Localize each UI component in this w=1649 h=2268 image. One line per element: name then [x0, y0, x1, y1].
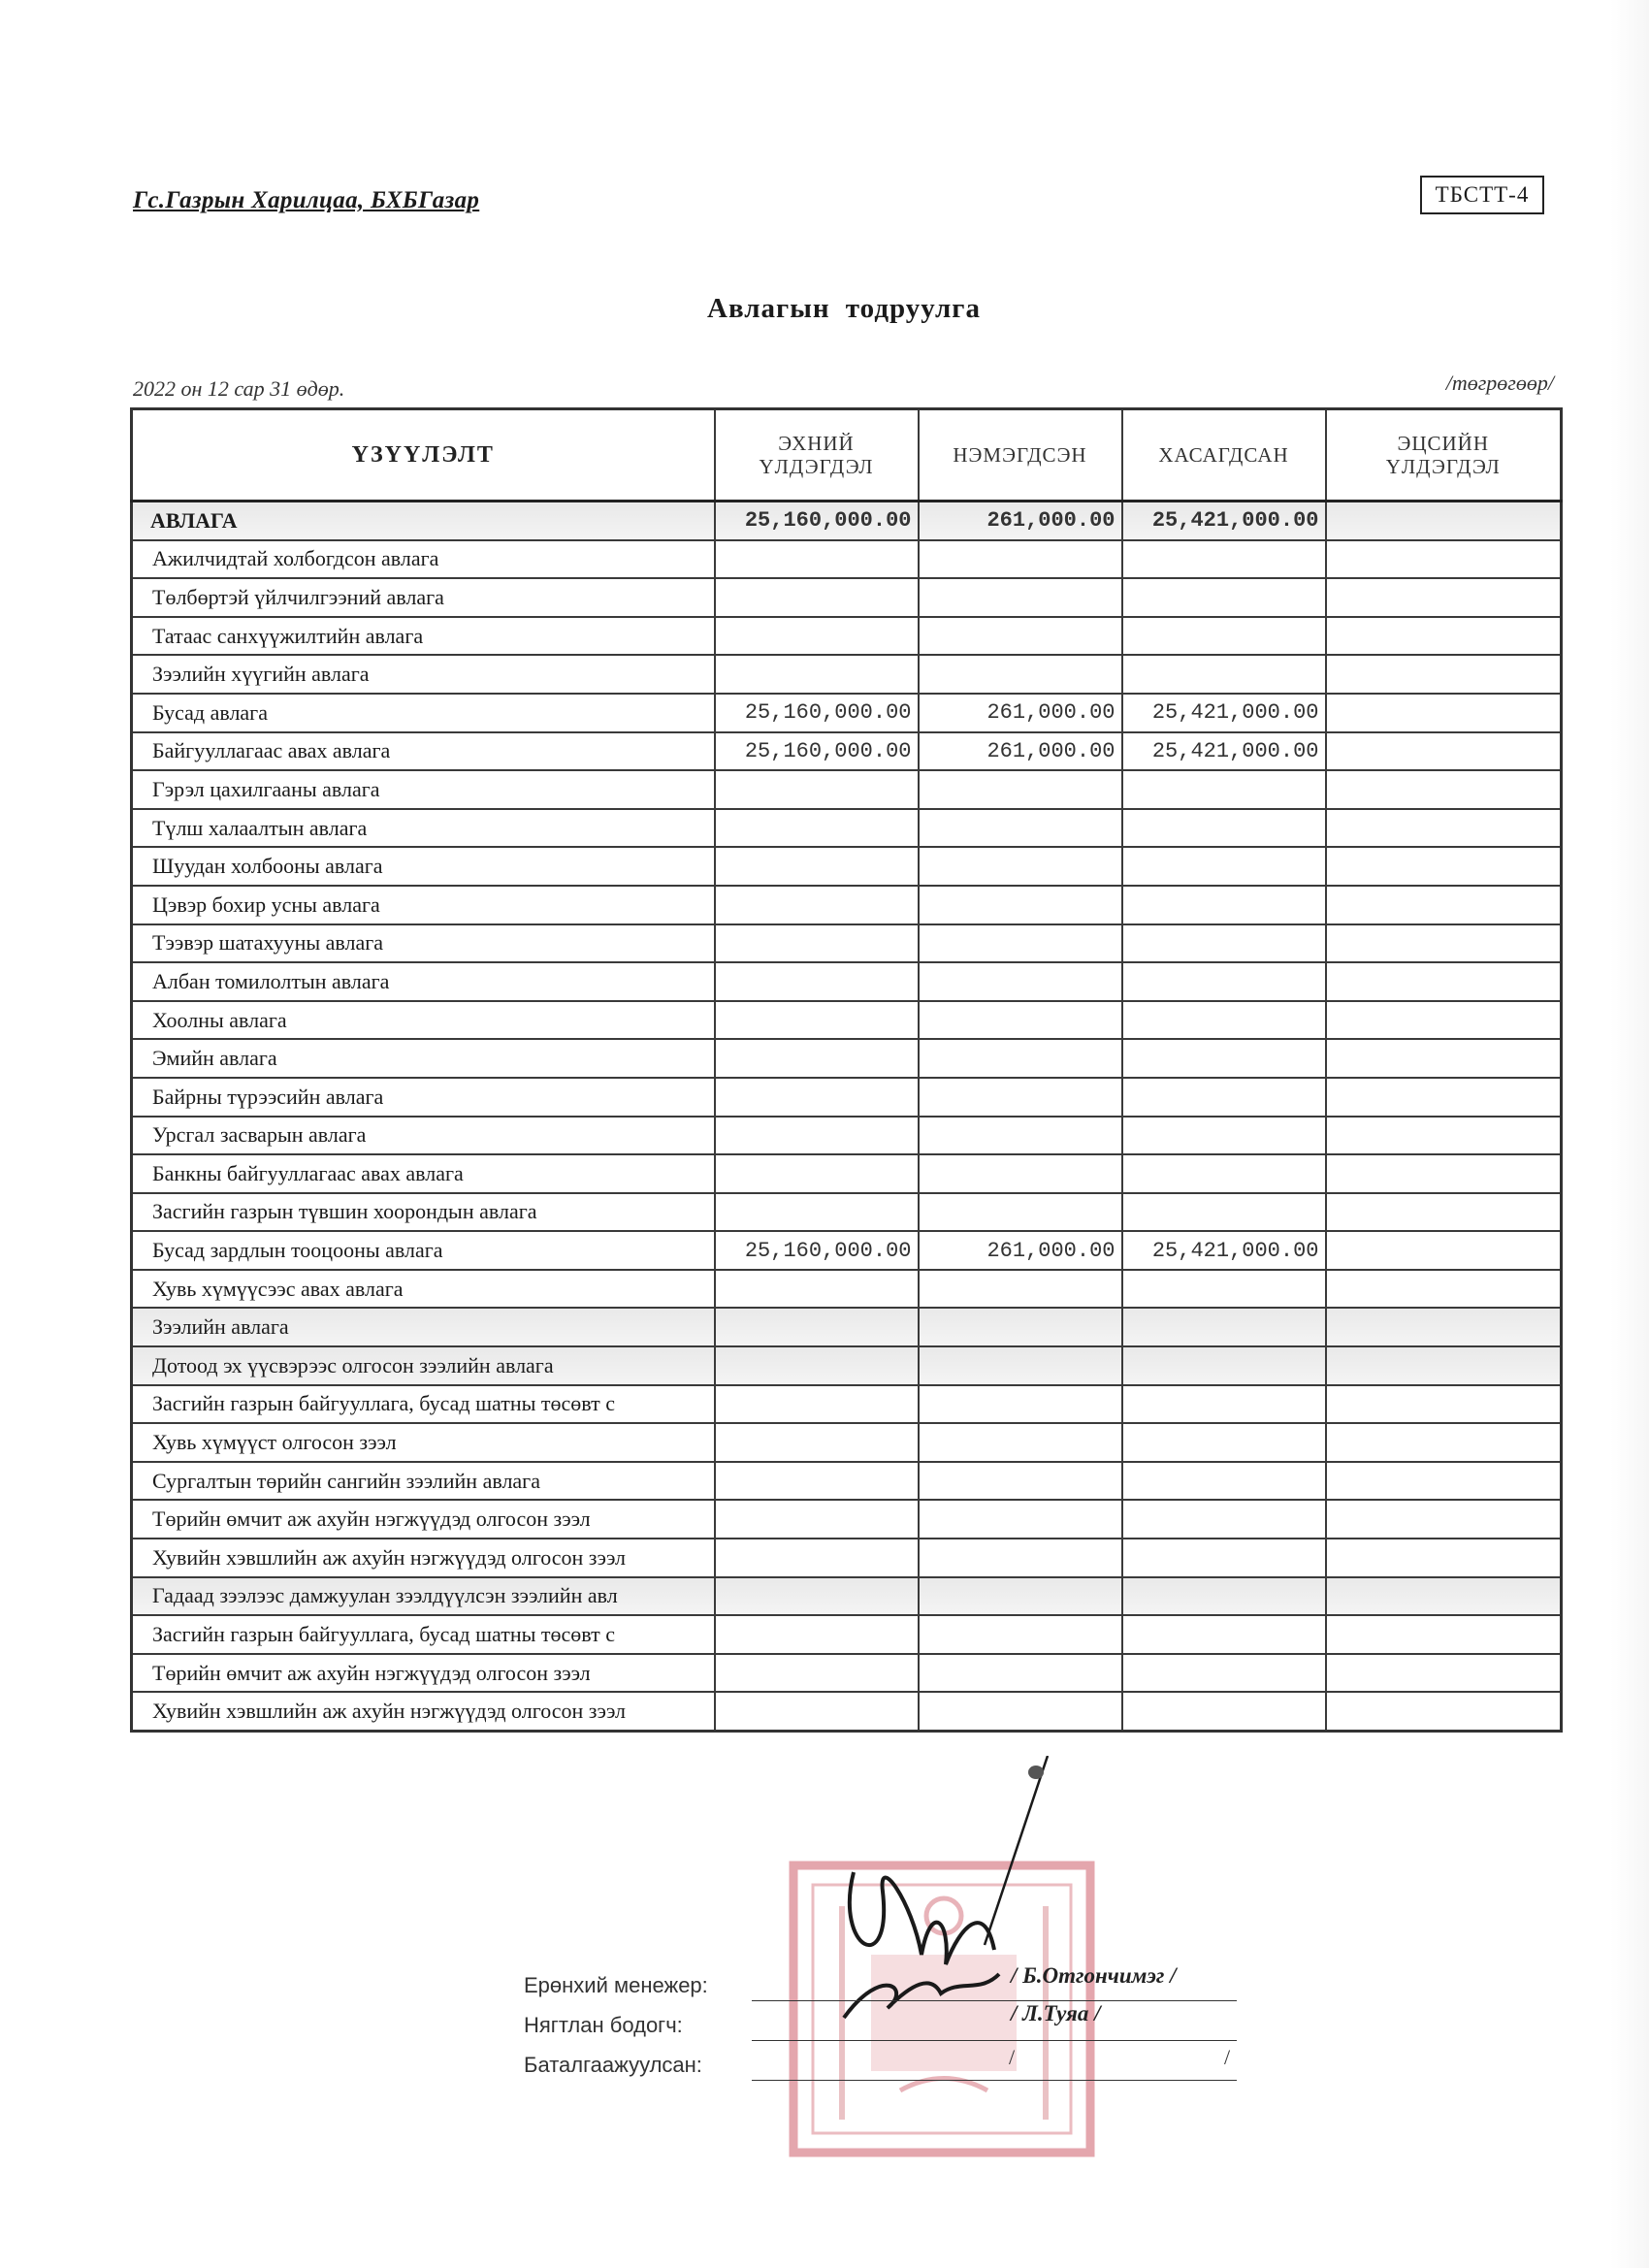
row-label: Урсгал засварын авлага: [132, 1117, 715, 1155]
row-label: Хувийн хэвшлийн аж ахуйн нэгжүүдэд олгосон зээл: [132, 1692, 715, 1731]
row-label: Түлш халаалтын авлага: [132, 809, 715, 848]
signature-role-manager: Ерөнхий менежер:: [524, 1973, 708, 1997]
cell-closing: [1326, 1154, 1562, 1193]
table-row: [132, 502, 1562, 540]
cell-closing: [1326, 655, 1562, 694]
cell-opening: [715, 578, 919, 617]
row-label: Хувийн хэвшлийн аж ахуйн нэгжүүдэд олгосон зээл: [132, 1539, 715, 1577]
cell-closing: [1326, 809, 1562, 848]
cell-closing: [1326, 1692, 1562, 1731]
cell-closing: [1326, 886, 1562, 924]
cell-deducted: [1122, 1039, 1326, 1078]
cell-deducted: [1122, 1577, 1326, 1616]
row-label: Хувь хүмүүст олгосон зээл: [132, 1423, 715, 1462]
cell-deducted: [1122, 1001, 1326, 1040]
cell-added: [919, 1577, 1122, 1616]
cell-opening: [715, 655, 919, 694]
row-label: Төрийн өмчит аж ахуйн нэгжүүдэд олгосон зээл: [132, 1500, 715, 1539]
row-label: Төрийн өмчит аж ахуйн нэгжүүдэд олгосон зээл: [132, 1654, 715, 1693]
cell-added: [919, 1308, 1122, 1346]
signature-slash-right: /: [1224, 2045, 1231, 2069]
column-header-indicator: ҮЗҮҮЛЭЛТ: [132, 409, 715, 502]
cell-opening: [715, 962, 919, 1001]
cell-added: [919, 1423, 1122, 1462]
cell-added: [919, 809, 1122, 848]
cell-closing: [1326, 1654, 1562, 1693]
cell-deducted: [1122, 1154, 1326, 1193]
signature-line-certified: [752, 2080, 1237, 2081]
cell-added: [919, 1462, 1122, 1501]
cell-added: [919, 1078, 1122, 1117]
cell-opening: [715, 924, 919, 963]
cell-deducted: [1122, 809, 1326, 848]
cell-deducted: 25,421,000.00: [1122, 1231, 1326, 1270]
cell-added: 261,000.00: [919, 732, 1122, 771]
cell-opening: 25,160,000.00: [715, 1231, 919, 1270]
cell-deducted: [1122, 1423, 1326, 1462]
cell-deducted: [1122, 886, 1326, 924]
cell-deducted: [1122, 655, 1326, 694]
table-row: [132, 1270, 1562, 1309]
cell-added: [919, 1692, 1122, 1731]
table-row: [132, 1039, 1562, 1078]
cell-added: [919, 1654, 1122, 1693]
table-row: [132, 1577, 1562, 1616]
cell-closing: [1326, 962, 1562, 1001]
report-date: 2022 он 12 сар 31 өдөр.: [133, 376, 345, 401]
cell-opening: 25,160,000.00: [715, 502, 919, 540]
column-header-opening: [715, 409, 919, 502]
table-row: [132, 694, 1562, 732]
cell-opening: 25,160,000.00: [715, 732, 919, 771]
table-row: [132, 1117, 1562, 1155]
row-label: Бусад авлага: [132, 694, 715, 732]
column-header-added: НЭМЭГДСЭН: [919, 409, 1122, 502]
cell-closing: [1326, 1500, 1562, 1539]
cell-closing: [1326, 1385, 1562, 1424]
row-label: Засгийн газрын байгууллага, бусад шатны төсөвт с: [132, 1385, 715, 1424]
cell-added: [919, 770, 1122, 809]
cell-closing: [1326, 1577, 1562, 1616]
row-label: Бусад зардлын тооцооны авлага: [132, 1231, 715, 1270]
cell-closing: [1326, 1231, 1562, 1270]
cell-opening: [715, 1539, 919, 1577]
cell-opening: [715, 1039, 919, 1078]
cell-opening: [715, 1385, 919, 1424]
page-edge-shadow: [1610, 0, 1649, 2268]
column-header-closing-text: ЭЦСИЙН ҮЛДЭГДЭЛ: [1385, 432, 1501, 478]
table-row: [132, 1692, 1562, 1731]
cell-closing: [1326, 1615, 1562, 1654]
row-label: Засгийн газрын байгууллага, бусад шатны төсөвт с: [132, 1615, 715, 1654]
cell-deducted: [1122, 1117, 1326, 1155]
signature-slash-left: /: [1009, 2045, 1016, 2069]
row-label: Гэрэл цахилгааны авлага: [132, 770, 715, 809]
row-label: Байрны түрээсийн авлага: [132, 1078, 715, 1117]
signature-labels: [524, 1973, 708, 2092]
table-row: [132, 809, 1562, 848]
row-label: Хоолны авлага: [132, 1001, 715, 1040]
cell-deducted: [1122, 1462, 1326, 1501]
cell-deducted: [1122, 1385, 1326, 1424]
cell-opening: [715, 540, 919, 579]
cell-closing: [1326, 1462, 1562, 1501]
signature-role-certified: Баталгаажуулсан:: [524, 2053, 702, 2077]
document-title: Авлагын тодруулга: [707, 293, 981, 324]
column-header-closing: [1326, 409, 1562, 502]
cell-opening: [715, 1270, 919, 1309]
cell-closing: [1326, 694, 1562, 732]
table-row: [132, 886, 1562, 924]
cell-closing: [1326, 1423, 1562, 1462]
cell-deducted: [1122, 1078, 1326, 1117]
cell-added: 261,000.00: [919, 502, 1122, 540]
cell-opening: [715, 886, 919, 924]
cell-deducted: [1122, 1500, 1326, 1539]
signature-line-manager: [752, 2000, 1237, 2001]
cell-deducted: 25,421,000.00: [1122, 732, 1326, 771]
cell-closing: [1326, 1039, 1562, 1078]
cell-deducted: [1122, 1308, 1326, 1346]
cell-added: [919, 1346, 1122, 1385]
table-row: [132, 617, 1562, 656]
cell-added: 261,000.00: [919, 694, 1122, 732]
cell-closing: [1326, 1346, 1562, 1385]
table-row: [132, 962, 1562, 1001]
cell-closing: [1326, 1117, 1562, 1155]
signature-name-manager: / Б.Отгончимэг /: [1011, 1963, 1177, 1988]
cell-deducted: [1122, 1654, 1326, 1693]
cell-deducted: 25,421,000.00: [1122, 502, 1326, 540]
table-row: [132, 732, 1562, 771]
cell-added: [919, 847, 1122, 886]
row-label: Сургалтын төрийн сангийн зээлийн авлага: [132, 1462, 715, 1501]
cell-closing: [1326, 1001, 1562, 1040]
cell-opening: [715, 1500, 919, 1539]
cell-opening: [715, 1193, 919, 1232]
cell-deducted: [1122, 1270, 1326, 1309]
cell-added: [919, 578, 1122, 617]
row-label: Хувь хүмүүсээс авах авлага: [132, 1270, 715, 1309]
cell-deducted: [1122, 1193, 1326, 1232]
organization-name: Гс.Газрын Харилцаа, БХБГазар: [133, 187, 480, 213]
cell-added: [919, 1270, 1122, 1309]
table-row: [132, 1078, 1562, 1117]
row-label: Албан томилолтын авлага: [132, 962, 715, 1001]
cell-opening: [715, 1423, 919, 1462]
receivables-table: [130, 407, 1563, 1733]
cell-opening: [715, 770, 919, 809]
form-code-badge: ТБСТТ-4: [1420, 176, 1544, 214]
table-row: [132, 578, 1562, 617]
cell-opening: [715, 1692, 919, 1731]
cell-opening: [715, 617, 919, 656]
row-label: Татаас санхүүжилтийн авлага: [132, 617, 715, 656]
cell-closing: [1326, 502, 1562, 540]
cell-opening: [715, 1577, 919, 1616]
table-row: [132, 1308, 1562, 1346]
cell-opening: [715, 1615, 919, 1654]
row-label: Дотоод эх үүсвэрээс олгосон зээлийн авлага: [132, 1346, 715, 1385]
cell-deducted: [1122, 847, 1326, 886]
cell-deducted: [1122, 1615, 1326, 1654]
row-label: Засгийн газрын түвшин хоорондын авлага: [132, 1193, 715, 1232]
row-label: Тээвэр шатахууны авлага: [132, 924, 715, 963]
cell-added: [919, 1385, 1122, 1424]
cell-added: [919, 1500, 1122, 1539]
row-label: АВЛАГА: [132, 502, 715, 540]
cell-added: [919, 1193, 1122, 1232]
table-row: [132, 1423, 1562, 1462]
cell-opening: [715, 1001, 919, 1040]
cell-added: [919, 1154, 1122, 1193]
cell-closing: [1326, 732, 1562, 771]
cell-deducted: [1122, 578, 1326, 617]
cell-opening: [715, 1462, 919, 1501]
cell-closing: [1326, 847, 1562, 886]
table-header-row: [132, 409, 1562, 502]
row-label: Шуудан холбооны авлага: [132, 847, 715, 886]
column-header-deducted: ХАСАГДСАН: [1122, 409, 1326, 502]
cell-closing: [1326, 540, 1562, 579]
cell-added: [919, 617, 1122, 656]
cell-added: [919, 1117, 1122, 1155]
cell-deducted: 25,421,000.00: [1122, 694, 1326, 732]
cell-added: 261,000.00: [919, 1231, 1122, 1270]
table-row: [132, 655, 1562, 694]
table-row: [132, 1154, 1562, 1193]
table-row: [132, 1654, 1562, 1693]
ink-dot: [1028, 1766, 1044, 1779]
cell-added: [919, 962, 1122, 1001]
column-header-opening-text: ЭХНИЙ ҮЛДЭГДЭЛ: [759, 432, 874, 478]
table-row: [132, 1615, 1562, 1654]
cell-deducted: [1122, 924, 1326, 963]
cell-closing: [1326, 1193, 1562, 1232]
cell-added: [919, 1039, 1122, 1078]
cell-deducted: [1122, 1539, 1326, 1577]
cell-closing: [1326, 1539, 1562, 1577]
cell-closing: [1326, 617, 1562, 656]
cell-added: [919, 1539, 1122, 1577]
row-label: Эмийн авлага: [132, 1039, 715, 1078]
cell-deducted: [1122, 1346, 1326, 1385]
signature-name-accountant: / Л.Туяа /: [1011, 2001, 1101, 2025]
cell-opening: [715, 809, 919, 848]
table-row: [132, 1231, 1562, 1270]
cell-deducted: [1122, 770, 1326, 809]
table-body: [132, 502, 1562, 1732]
table-row: [132, 1462, 1562, 1501]
cell-closing: [1326, 578, 1562, 617]
row-label: Байгууллагаас авах авлага: [132, 732, 715, 771]
cell-deducted: [1122, 540, 1326, 579]
row-label: Зээлийн авлага: [132, 1308, 715, 1346]
table-row: [132, 1385, 1562, 1424]
table-row: [132, 1539, 1562, 1577]
cell-added: [919, 540, 1122, 579]
cell-closing: [1326, 924, 1562, 963]
cell-added: [919, 1001, 1122, 1040]
row-label: Гадаад зээлээс дамжуулан зээлдүүлсэн зээлийн авл: [132, 1577, 715, 1616]
cell-opening: [715, 1308, 919, 1346]
table-row: [132, 847, 1562, 886]
cell-opening: [715, 1346, 919, 1385]
row-label: Зээлийн хүүгийн авлага: [132, 655, 715, 694]
cell-closing: [1326, 1078, 1562, 1117]
currency-unit: /төгрөгөөр/: [1445, 371, 1554, 395]
row-label: Цэвэр бохир усны авлага: [132, 886, 715, 924]
table-row: [132, 1500, 1562, 1539]
cell-opening: 25,160,000.00: [715, 694, 919, 732]
cell-closing: [1326, 1308, 1562, 1346]
cell-deducted: [1122, 617, 1326, 656]
cell-opening: [715, 847, 919, 886]
row-label: Банкны байгууллагаас авах авлага: [132, 1154, 715, 1193]
cell-closing: [1326, 1270, 1562, 1309]
cell-added: [919, 924, 1122, 963]
cell-opening: [715, 1654, 919, 1693]
signature-line-accountant: [752, 2040, 1237, 2041]
table-row: [132, 1193, 1562, 1232]
table-row: [132, 924, 1562, 963]
cell-added: [919, 886, 1122, 924]
row-label: Ажилчидтай холбогдсон авлага: [132, 540, 715, 579]
cell-opening: [715, 1154, 919, 1193]
cell-deducted: [1122, 1692, 1326, 1731]
row-label: Төлбөртэй үйлчилгээний авлага: [132, 578, 715, 617]
cell-opening: [715, 1117, 919, 1155]
table-row: [132, 1346, 1562, 1385]
cell-opening: [715, 1078, 919, 1117]
signature-role-accountant: Нягтлан бодогч:: [524, 2013, 683, 2037]
table-row: [132, 1001, 1562, 1040]
cell-deducted: [1122, 962, 1326, 1001]
cell-added: [919, 655, 1122, 694]
table-row: [132, 770, 1562, 809]
cell-closing: [1326, 770, 1562, 809]
cell-added: [919, 1615, 1122, 1654]
table-row: [132, 540, 1562, 579]
